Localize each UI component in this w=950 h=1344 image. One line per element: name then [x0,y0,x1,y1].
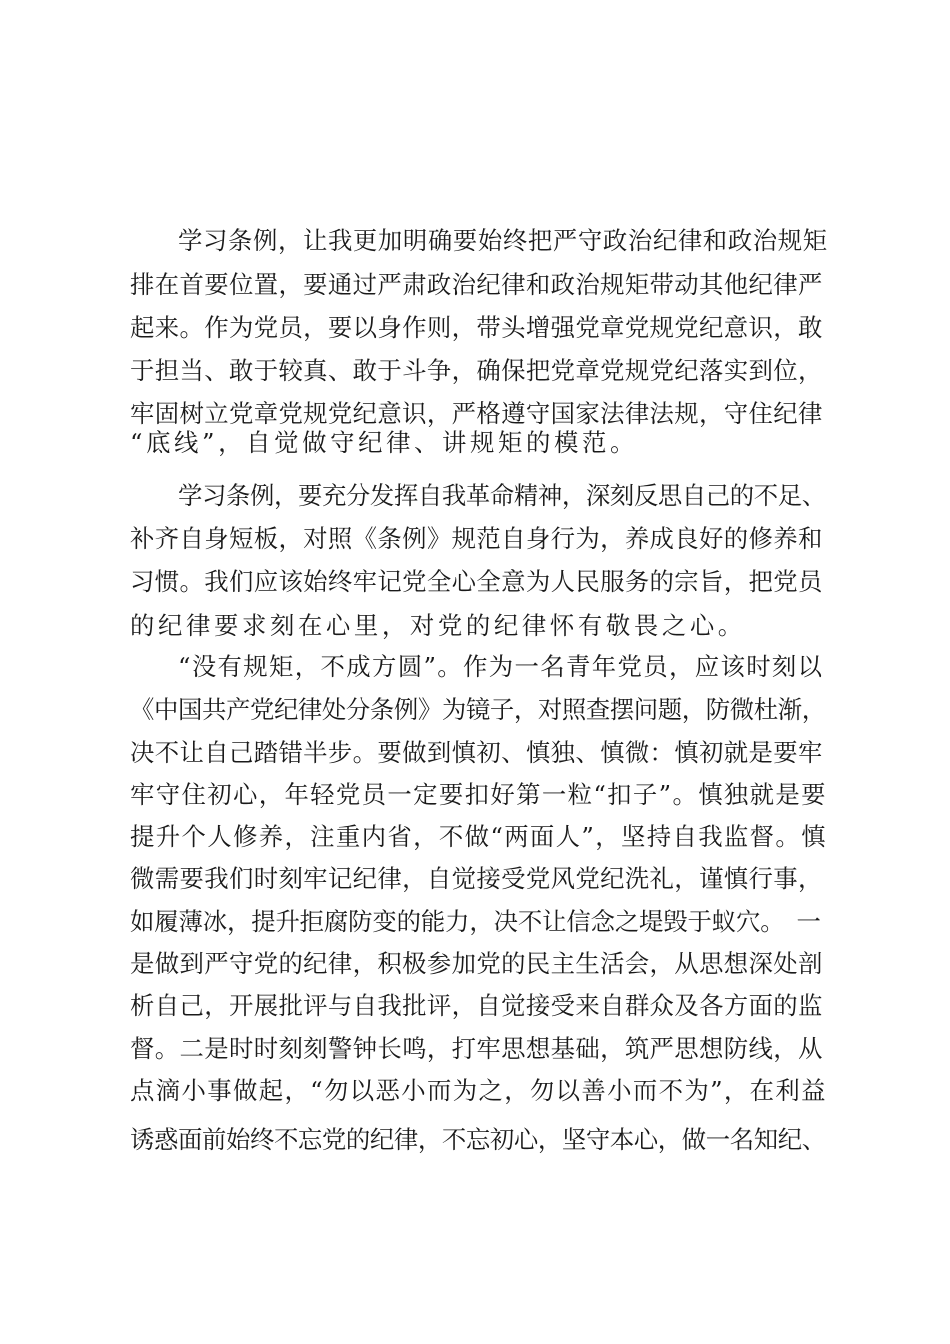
text-line: 于担当、敢于较真、敢于斗争，确保把党章党规党纪落实到位， [130,356,823,385]
text-line: 如履薄冰，提升拒腐防变的能力，决不让信念之堤毁于蚁穴。 一 [130,907,821,936]
text-line: 决不让自己踏错半步。要做到慎初、慎独、慎微：慎初就是要牢 [130,738,823,767]
text-line: 排在首要位置，要通过严肃政治纪律和政治规矩带动其他纪律严 [130,270,823,299]
text-line: 习惯。我们应该始终牢记党全心全意为人民服务的宗旨，把党员 [130,567,823,596]
text-line: 督。二是时时刻刻警钟长鸣，打牢思想基础，筑严思想防线，从 [130,1034,823,1063]
text-line: 《中国共产党纪律处分条例》为镜子，对照查摆问题，防微杜渐， [130,695,826,724]
text-line: 是做到严守党的纪律，积极参加党的民主生活会，从思想深处剖 [130,949,823,978]
text-line: 起来。作为党员，要以身作则，带头增强党章党规党纪意识，敢 [130,313,823,342]
text-line: 微需要我们时刻牢记纪律，自觉接受党风党纪洗礼，谨慎行事， [130,864,823,893]
text-line: 牢固树立党章党规党纪意识，严格遵守国家法律法规，守住纪律 [130,399,823,428]
text-line: 补齐自身短板，对照《条例》规范自身行为，养成良好的修养和 [130,524,823,553]
text-line: 诱惑面前始终不忘党的纪律，不忘初心，坚守本心，做一名知纪、 [130,1125,826,1154]
text-line: “没有规矩，不成方圆”。作为一名青年党员，应该时刻以 [178,652,824,681]
text-line: 提升个人修养，注重内省，不做“两面人”，坚持自我监督。慎 [130,822,827,851]
text-line: 点滴小事做起，“勿以恶小而为之，勿以善小而不为”，在利益 [130,1076,827,1105]
text-line: “底线”，自觉做守纪律、讲规矩的模范。 [130,428,638,457]
text-line: 牢守住初心，年轻党员一定要扣好第一粒“扣子”。慎独就是要 [130,780,827,809]
text-line: 析自己，开展批评与自我批评，自觉接受来自群众及各方面的监 [130,991,823,1020]
text-line: 学习条例，要充分发挥自我革命精神，深刻反思自己的不足、 [178,481,826,510]
text-line: 的纪律要求刻在心里，对党的纪律怀有敬畏之心。 [130,611,746,640]
text-line: 学习条例，让我更加明确要始终把严守政治纪律和政治规矩 [178,226,828,255]
